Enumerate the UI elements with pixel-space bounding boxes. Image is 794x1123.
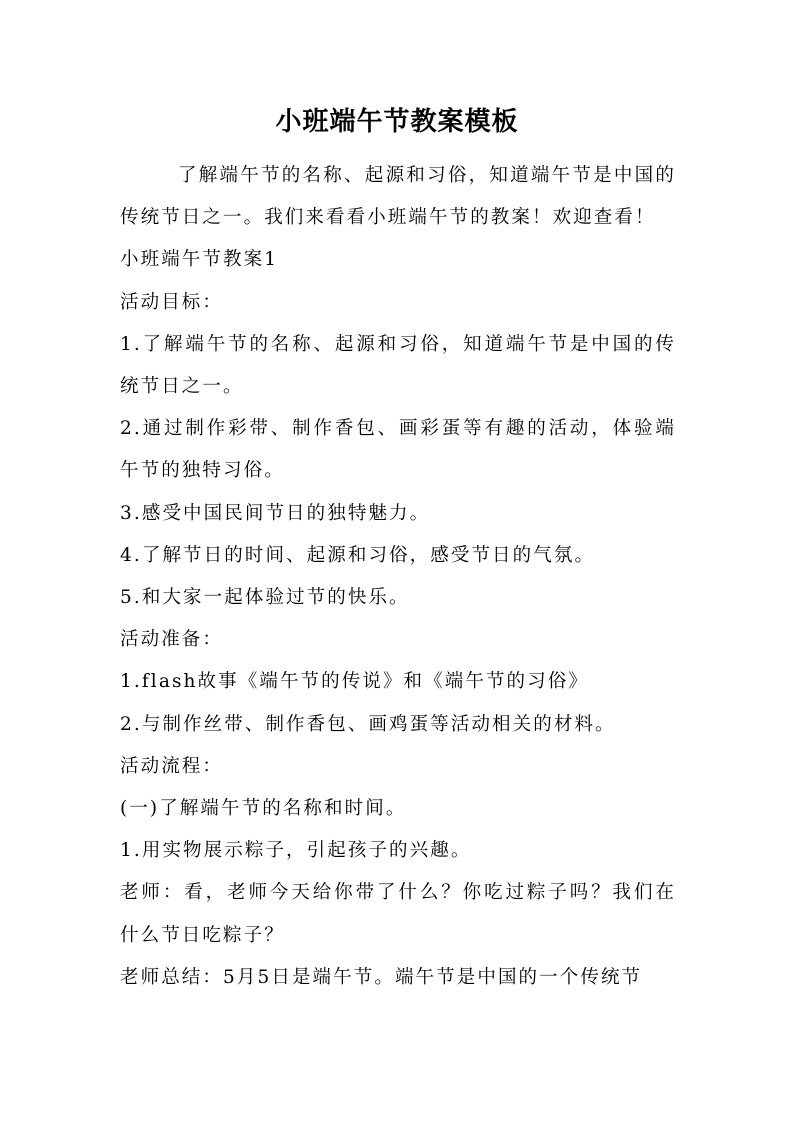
preparation-item-2: 2.与制作丝带、制作香包、画鸡蛋等活动相关的材料。 <box>120 713 616 735</box>
teacher-summary: 老师总结：5月5日是端午节。端午节是中国的一个传统节 <box>120 966 643 988</box>
teacher-dialogue: 老师：看，老师今天给你带了什么？你吃过粽子吗？我们在什么节日吃粽子？ <box>120 882 676 946</box>
goal-item-1: 1.了解端午节的名称、起源和习俗，知道端午节是中国的传统节日之一。 <box>120 333 676 398</box>
process-substep-1: 1.用实物展示粽子，引起孩子的兴趣。 <box>120 840 472 862</box>
goal-item-5: 5.和大家一起体验过节的快乐。 <box>120 587 410 609</box>
preparation-item-1: 1.flash故事《端午节的传说》和《端午节的习俗》 <box>120 671 589 693</box>
section-heading-lesson-plan: 小班端午节教案1 <box>120 249 279 271</box>
document-body <box>120 155 676 999</box>
intro-paragraph: 了解端午节的名称、起源和习俗，知道端午节是中国的传统节日之一。我们来看看小班端午节的教案！欢迎查看！ <box>120 165 676 229</box>
heading-activity-process: 活动流程： <box>120 755 224 777</box>
goal-item-2: 2.通过制作彩带、制作香包、画彩蛋等有趣的活动，体验端午节的独特习俗。 <box>120 418 676 482</box>
page-title: 小班端午节教案模板 <box>275 107 519 137</box>
goal-item-4: 4.了解节日的时间、起源和习俗，感受节日的气氛。 <box>120 544 596 566</box>
goal-item-3: 3.感受中国民间节日的独特魅力。 <box>120 502 431 524</box>
process-step-1: (一)了解端午节的名称和时间。 <box>120 798 407 820</box>
heading-activity-preparation: 活动准备： <box>120 629 224 651</box>
heading-activity-goals: 活动目标： <box>120 291 224 313</box>
